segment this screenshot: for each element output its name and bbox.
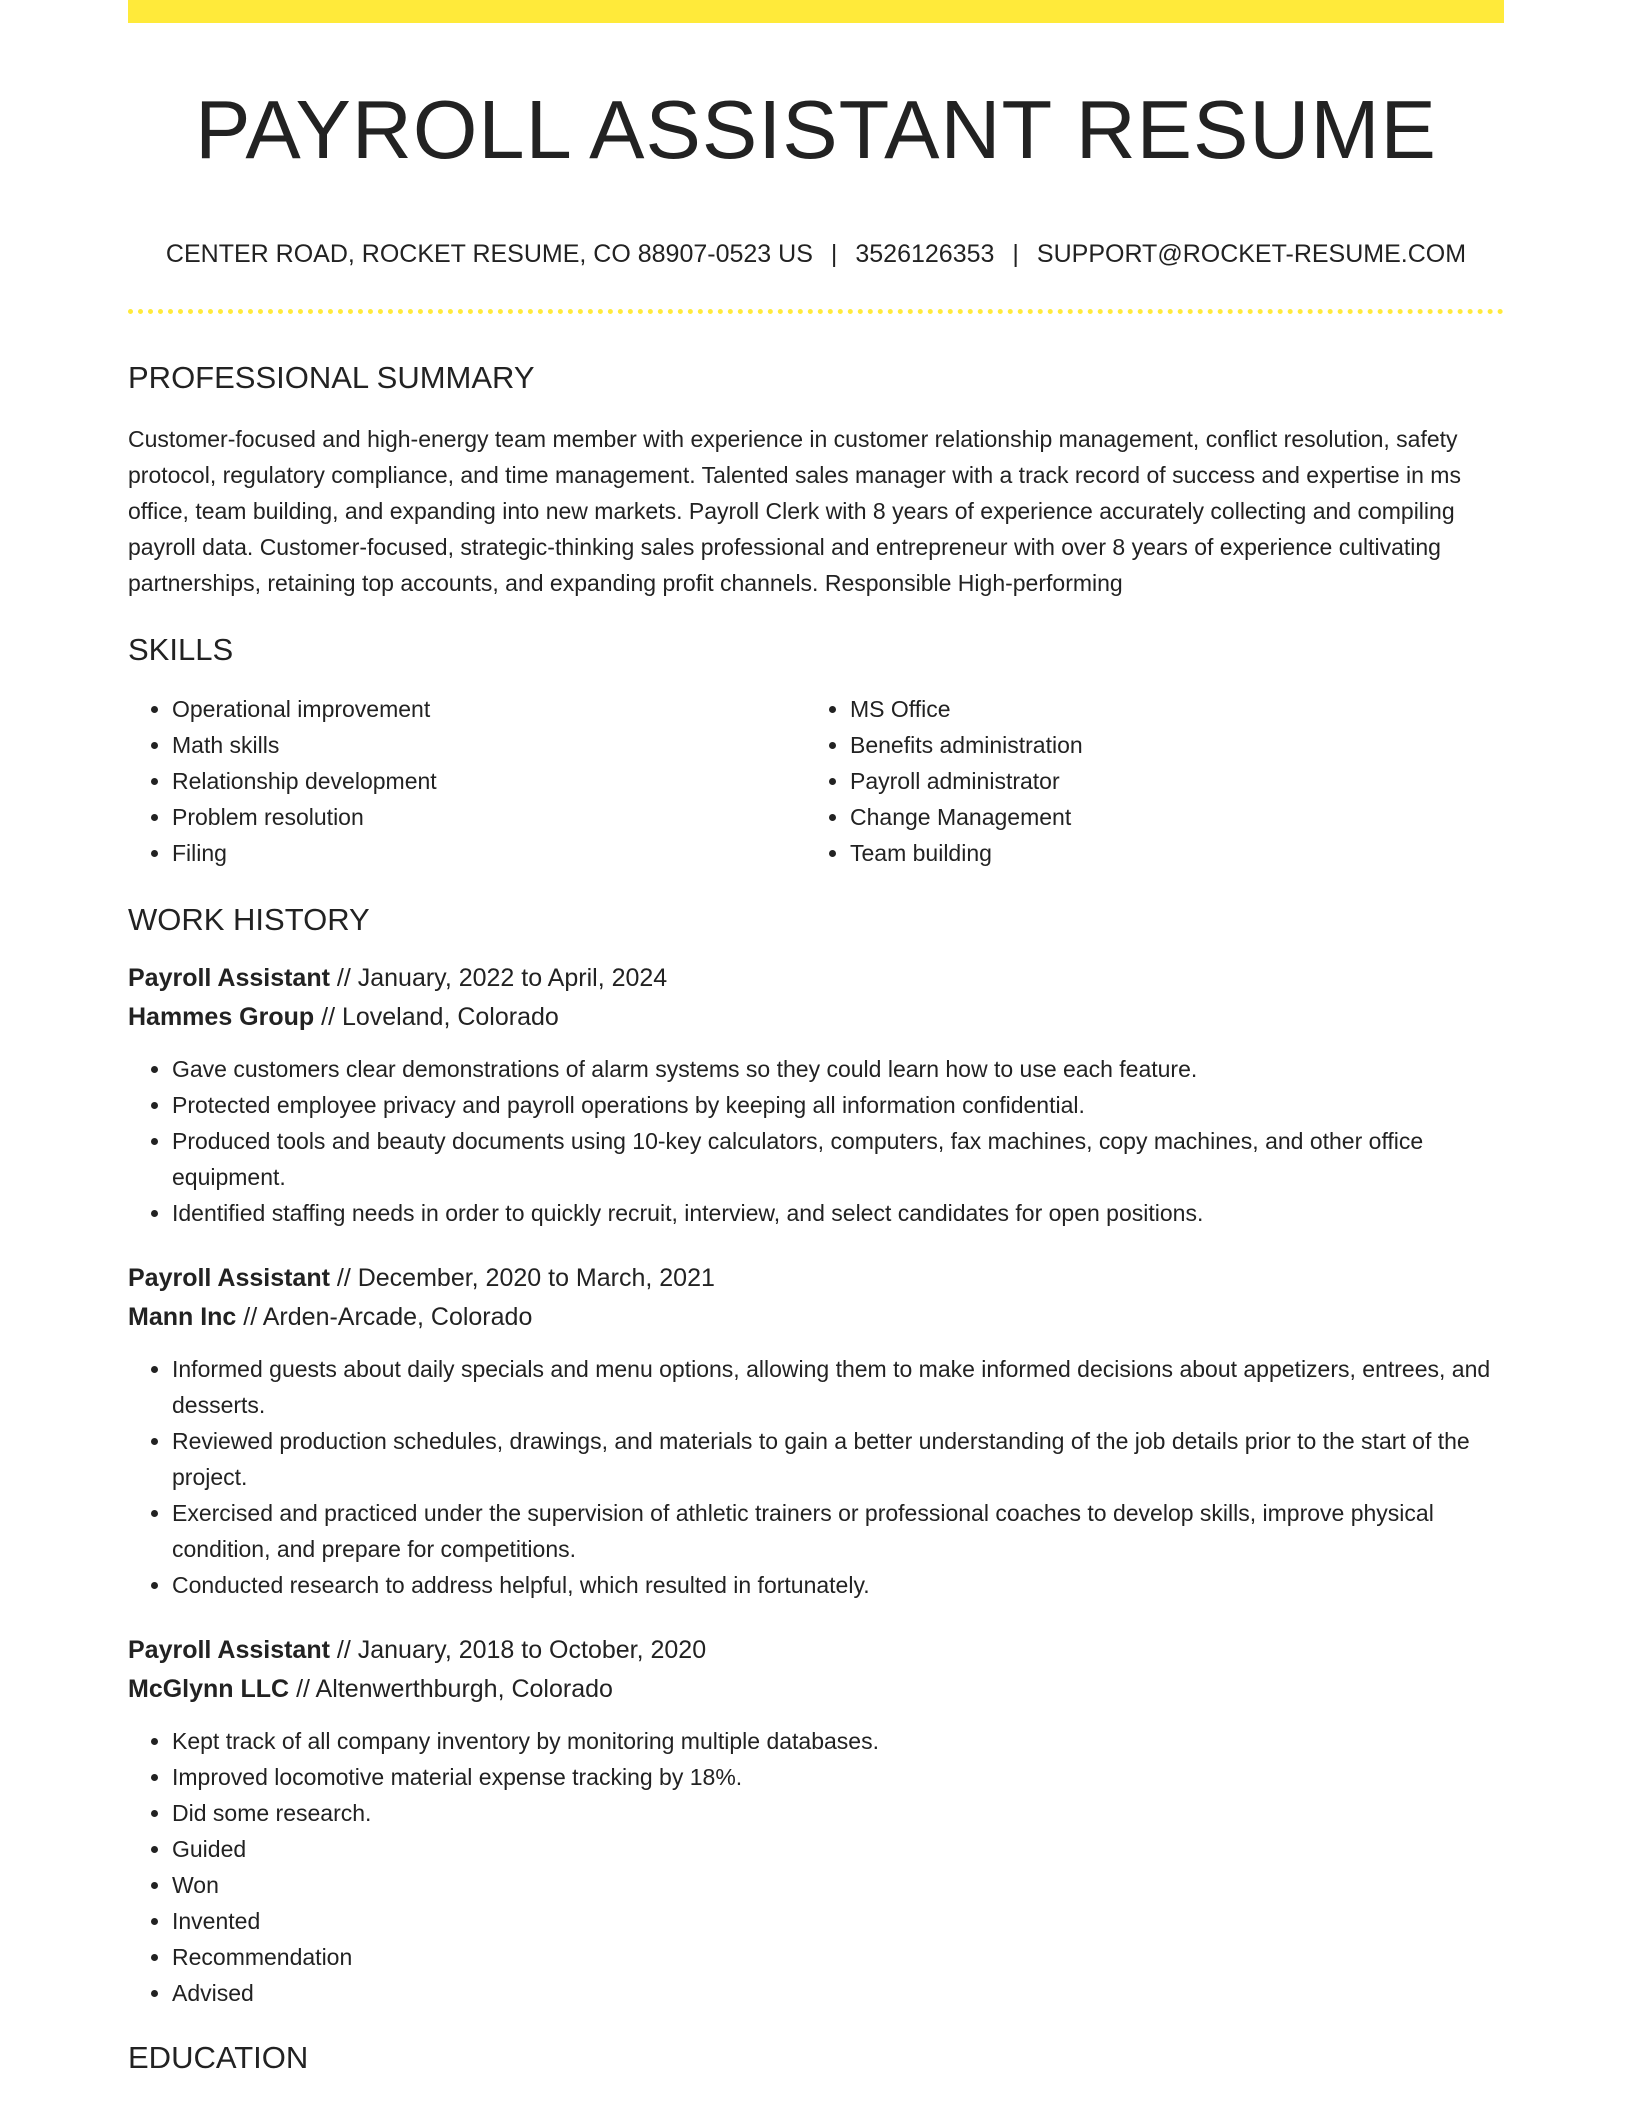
job-dates: // January, 2022 to April, 2024 xyxy=(336,964,668,992)
job-title: Payroll Assistant xyxy=(128,1264,330,1292)
job-company: Mann Inc xyxy=(128,1303,237,1331)
skills-list-left xyxy=(128,691,806,871)
contact-separator: | xyxy=(1012,240,1019,268)
document-title: PAYROLL ASSISTANT RESUME xyxy=(195,83,1437,176)
job-entry xyxy=(128,959,1504,1231)
skills-grid xyxy=(128,691,1504,871)
job-title: Payroll Assistant xyxy=(128,1636,330,1664)
top-accent-bar xyxy=(128,0,1504,23)
job-entry xyxy=(128,1259,1504,1603)
skill-item: • MS Office xyxy=(850,691,1484,727)
job-location: // Loveland, Colorado xyxy=(321,1003,559,1031)
job-title: Payroll Assistant xyxy=(128,964,330,992)
skills-heading: SKILLS xyxy=(128,632,234,667)
work-history-heading: WORK HISTORY xyxy=(128,902,370,937)
job-bullet: • Guided xyxy=(172,1831,1504,1867)
resume-page xyxy=(128,0,1504,2077)
skill-item: • Problem resolution xyxy=(172,799,806,835)
job-bullet: • Informed guests about daily specials and menu options, allowing them to make informed decisions about appetizers, entrees, and desserts. xyxy=(172,1351,1504,1423)
skill-item: • Payroll administrator xyxy=(850,763,1484,799)
job-title-line xyxy=(128,959,1504,998)
job-company-line xyxy=(128,1670,1504,1709)
skill-item: • Filing xyxy=(172,835,806,871)
job-bullet: • Reviewed production schedules, drawings, and materials to gain a better understanding of the job details prior to the start of the project. xyxy=(172,1423,1504,1495)
contact-separator: | xyxy=(830,240,838,268)
job-bullet: • Invented xyxy=(172,1903,1504,1939)
job-location: // Arden-Arcade, Colorado xyxy=(243,1303,533,1331)
job-title-line xyxy=(128,1631,1504,1670)
summary-text: Customer-focused and high-energy team member with experience in customer relationship management, conflict resolution, safety protocol, regulatory compliance, and time management. Talented sales manager with a track record of success and expertise in ms office, team building, and expanding into new markets. Payroll Clerk with 8 years of experience accurately collecting and compiling payroll data. Customer-focused, strategic-thinking sales professional and entrepreneur with over 8 years of experience cultivating partnerships, retaining top accounts, and expanding profit channels. Responsible High-performing xyxy=(128,426,1461,596)
job-bullet: • Produced tools and beauty documents using 10-key calculators, computers, fax machines, copy machines, and other office equipment. xyxy=(172,1123,1504,1195)
job-dates: // January, 2018 to October, 2020 xyxy=(336,1636,707,1664)
job-dates: // December, 2020 to March, 2021 xyxy=(336,1264,715,1292)
job-bullet: • Did some research. xyxy=(172,1795,1504,1831)
job-bullet: • Conducted research to address helpful, which resulted in fortunately. xyxy=(172,1567,1504,1603)
contact-phone: 3526126353 xyxy=(855,240,995,268)
skills-list-right xyxy=(806,691,1484,871)
job-bullet: • Improved locomotive material expense tracking by 18%. xyxy=(172,1759,1504,1795)
job-bullets xyxy=(128,1351,1504,1603)
job-bullet: • Identified staffing needs in order to quickly recruit, interview, and select candidates for open positions. xyxy=(172,1195,1504,1231)
contact-email[interactable]: SUPPORT@ROCKET-RESUME.COM xyxy=(1036,240,1467,268)
job-bullet: • Recommendation xyxy=(172,1939,1504,1975)
job-bullet: • Advised xyxy=(172,1975,1504,2011)
education-heading: EDUCATION xyxy=(128,2040,309,2075)
job-bullet: • Kept track of all company inventory by monitoring multiple databases. xyxy=(172,1723,1504,1759)
contact-line xyxy=(128,238,1504,270)
skill-item: • Math skills xyxy=(172,727,806,763)
skill-item: • Operational improvement xyxy=(172,691,806,727)
job-bullets xyxy=(128,1051,1504,1231)
summary-heading: PROFESSIONAL SUMMARY xyxy=(128,360,535,395)
skill-item: • Benefits administration xyxy=(850,727,1484,763)
skill-item: • Change Management xyxy=(850,799,1484,835)
skill-item: • Relationship development xyxy=(172,763,806,799)
job-title-line xyxy=(128,1259,1504,1298)
job-company: Hammes Group xyxy=(128,1003,315,1031)
job-bullet: • Exercised and practiced under the supervision of athletic trainers or professional coaches to develop skills, improve physical condition, and prepare for competitions. xyxy=(172,1495,1504,1567)
job-company: McGlynn LLC xyxy=(128,1675,290,1703)
job-bullets xyxy=(128,1723,1504,2011)
job-entry xyxy=(128,1631,1504,2011)
job-location: // Altenwerthburgh, Colorado xyxy=(296,1675,613,1703)
job-company-line xyxy=(128,1298,1504,1337)
job-bullet: • Won xyxy=(172,1867,1504,1903)
skill-item: • Team building xyxy=(850,835,1484,871)
job-bullet: • Gave customers clear demonstrations of alarm systems so they could learn how to use each feature. xyxy=(172,1051,1504,1087)
job-company-line xyxy=(128,998,1504,1037)
contact-address: CENTER ROAD, ROCKET RESUME, CO 88907-0523 US xyxy=(165,240,813,268)
job-bullet: • Protected employee privacy and payroll operations by keeping all information confidential. xyxy=(172,1087,1504,1123)
dotted-divider xyxy=(128,309,1504,314)
